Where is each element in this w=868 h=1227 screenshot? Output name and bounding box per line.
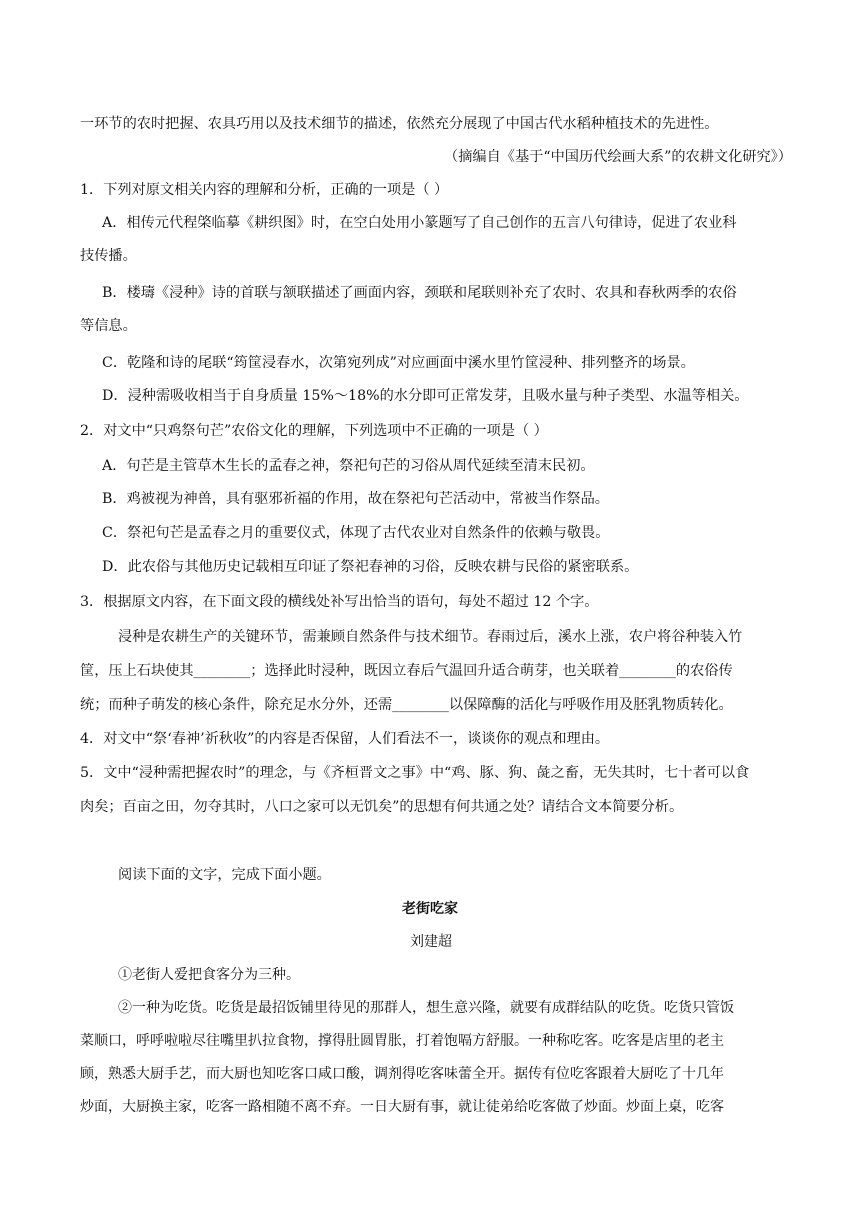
q3-passage-line2: 筐，压上石块使其________；选择此时浸种，既因立春后气温回升适合萌芽，也关联着________的农俗传 <box>80 663 733 679</box>
q1-option-c: C．乾隆和诗的尾联“筠筐浸春水，次第宛列成”对应画面中溪水里竹筐浸种、排列整齐的场景。 <box>102 355 695 371</box>
q1-option-a-line2: 技传播。 <box>80 248 137 264</box>
article-author: 刘建超 <box>410 934 452 950</box>
q2-option-d: D．此农俗与其他历史记载相互印证了祭祀春神的习俗，反映农耕与民俗的紧密联系。 <box>102 559 639 575</box>
q2-stem: 2．对文中“只鸡祭句芒”农俗文化的理解，下列选项中不正确的一项是（ ） <box>80 423 548 439</box>
q1-option-a-line1: A．相传元代程棨临摹《耕织图》时，在空白处用小篆题写了自己创作的五言八句律诗，促进了农业科 <box>102 215 737 231</box>
q5-line1: 5．文中“浸种需把握农时”的理念，与《齐桓晋文之事》中“鸡、豚、狗、彘之畜，无失其时，七十者可以食 <box>80 765 750 781</box>
article-paragraph-1: ①老街人爱把食客分为三种。 <box>118 967 300 983</box>
q1-option-d: D．浸种需吸收相当于自身质量 15%～18%的水分即可正常发芽，且吸水量与种子类型、水温等相关。 <box>102 388 749 404</box>
q4-stem: 4．对文中“祭‘春神’祈秋收”的内容是否保留，人们看法不一，谈谈你的观点和理由。 <box>80 731 610 747</box>
article-paragraph-2-line4: 炒面，大厨换主家，吃客一路相随不离不弃。一日大厨有事，就让徒弟给吃客做了炒面。炒面上桌，吃客 <box>80 1099 724 1115</box>
q1-option-b-line2: 等信息。 <box>80 318 137 334</box>
q1-option-b-line1: B．楼璹《浸种》诗的首联与颔联描述了画面内容，颈联和尾联则补充了农时、农具和春秋两季的农俗 <box>102 285 737 301</box>
article-title: 老街吃家 <box>402 901 458 917</box>
q3-passage-line3: 统；而种子萌发的核心条件，除充足水分外，还需________以保障酶的活化与呼吸作用及胚乳物质转化。 <box>80 697 733 713</box>
q2-option-a: A．句芒是主管草木生长的孟春之神，祭祀句芒的习俗从周代延续至清末民初。 <box>102 458 595 474</box>
q1-stem: 1．下列对原文相关内容的理解和分析，正确的一项是（ ） <box>80 182 449 198</box>
q2-option-c: C．祭祀句芒是孟春之月的重要仪式，体现了古代农业对自然条件的依赖与敬畏。 <box>102 525 610 541</box>
article-paragraph-2-line1: ②一种为吃货。吃货是最招饭铺里待见的那群人，想生意兴隆，就要有成群结队的吃货。吃货只管饭 <box>118 1000 734 1016</box>
q5-line2: 肉矣；百亩之田，勿夺其时，八口之家可以无饥矣”的思想有何共通之处？请结合文本简要分析。 <box>80 799 684 815</box>
reading-instruction: 阅读下面的文字，完成下面小题。 <box>118 867 331 883</box>
q3-passage-line1: 浸种是农耕生产的关键环节，需兼顾自然条件与技术细节。春雨过后，溪水上涨，农户将谷种装入竹 <box>118 629 743 645</box>
q2-option-b: B．鸡被视为神兽，具有驱邪祈福的作用，故在祭祀句芒活动中，常被当作祭品。 <box>102 491 609 507</box>
article-paragraph-2-line3: 顾，熟悉大厨手艺，而大厨也知吃客口咸口酸，调剂得吃客味蕾全开。据传有位吃客跟着大厨吃了十几年 <box>80 1066 724 1082</box>
passage-source: （摘编自《基于“中国历代绘画大系”的农耕文化研究》） <box>444 149 792 165</box>
q3-stem: 3．根据原文内容，在下面文段的横线处补写出恰当的语句，每处不超过 12 个字。 <box>80 594 599 610</box>
article-paragraph-2-line2: 菜顺口，呼呼啦啦尽往嘴里扒拉食物，撑得肚圆胃胀，打着饱嗝方舒服。一种称吃客。吃客是店里的老主 <box>80 1033 724 1049</box>
passage-end-line: 一环节的农时把握、农具巧用以及技术细节的描述，依然充分展现了中国古代水稻种植技术的先进性。 <box>80 116 719 132</box>
